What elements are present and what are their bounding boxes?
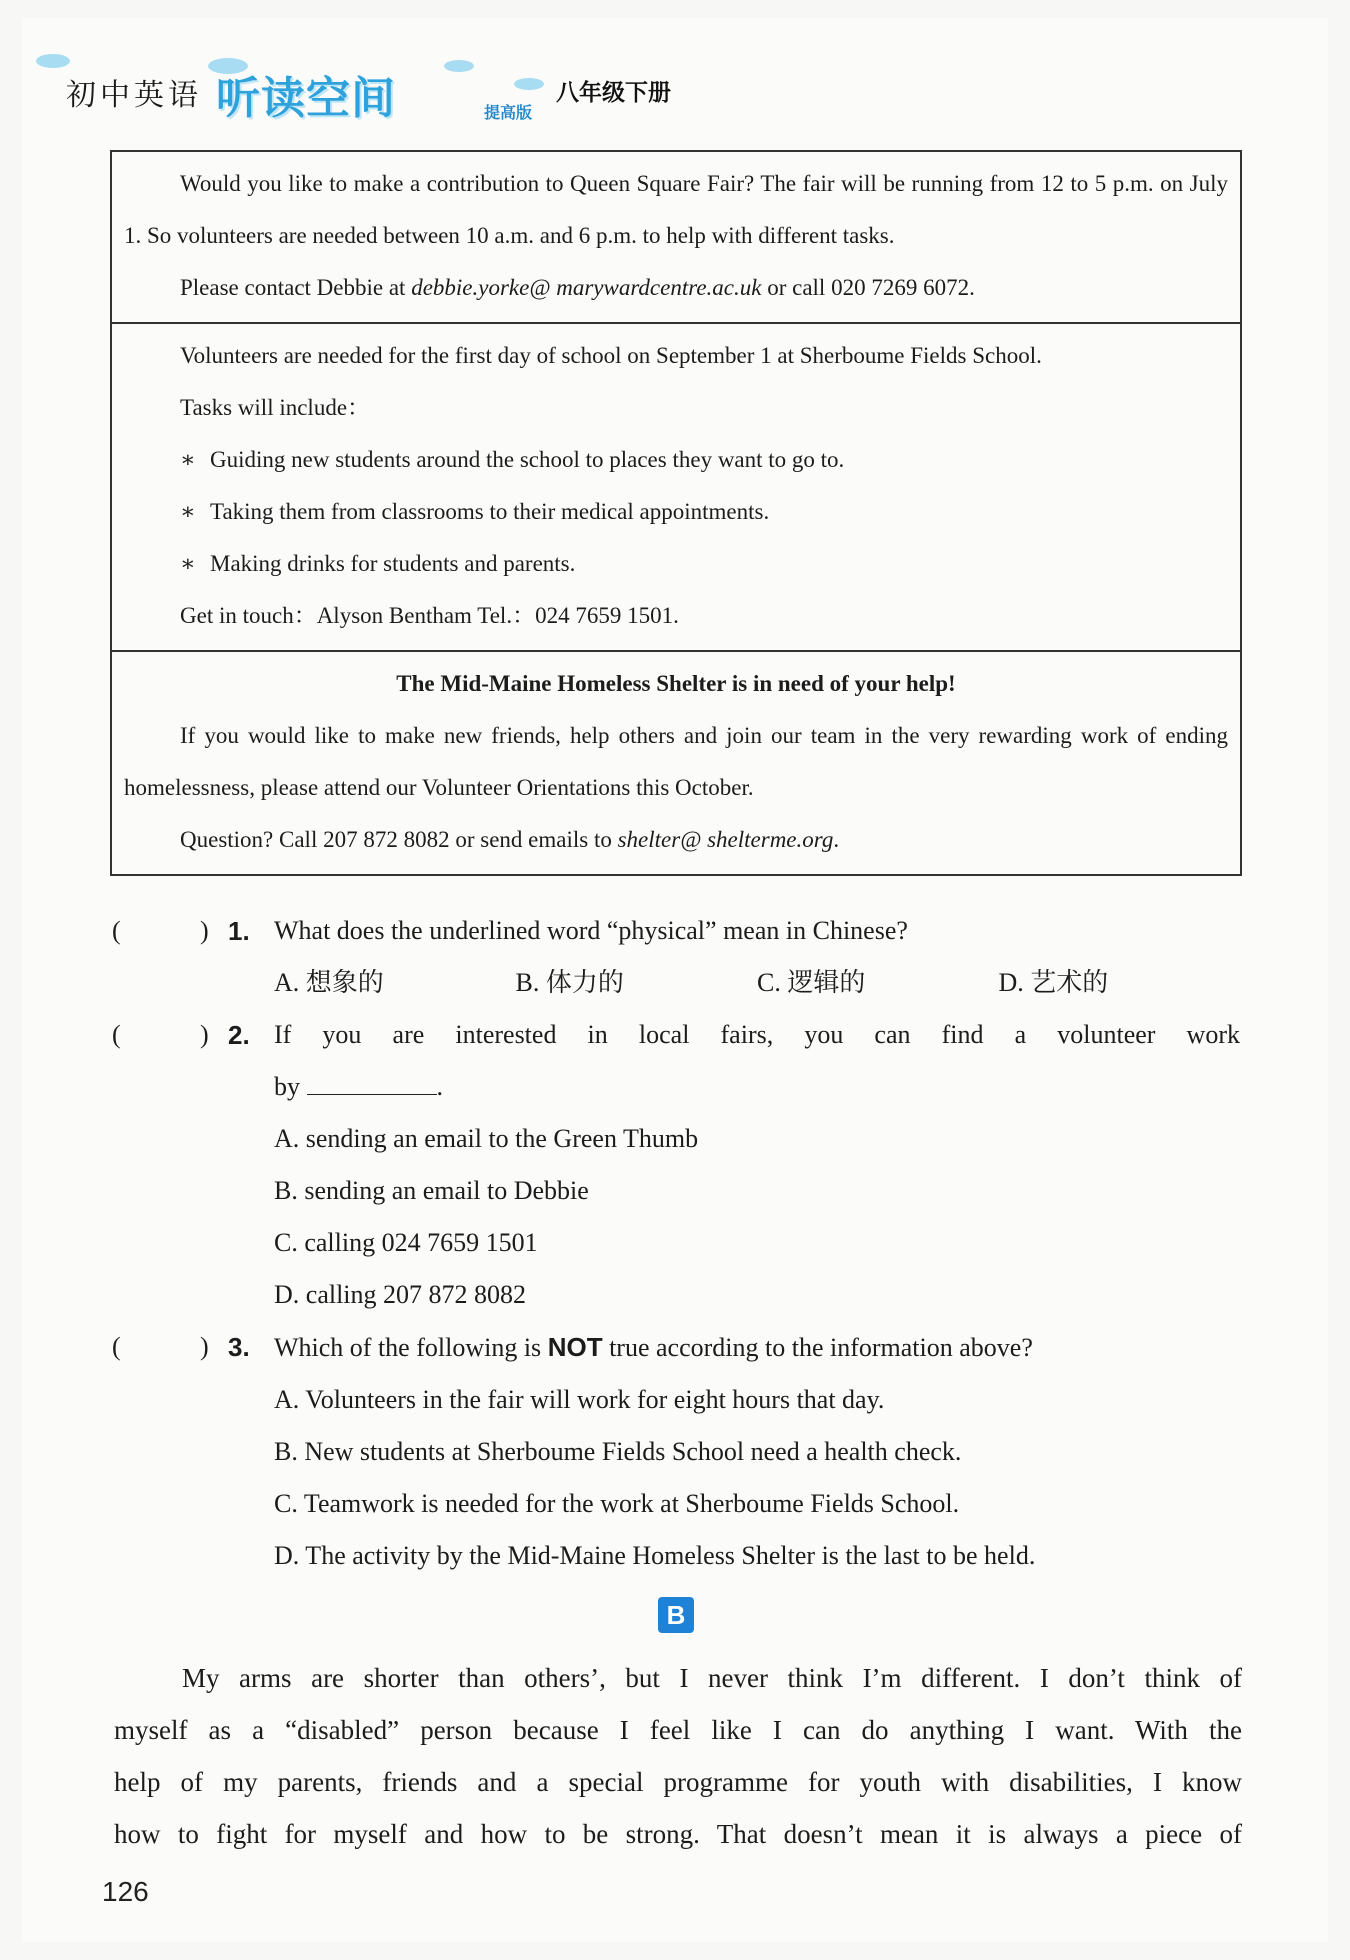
stem-text: Which of the following is — [274, 1333, 548, 1362]
answer-paren-close: ) — [200, 916, 209, 945]
cloud-decoration — [36, 54, 70, 68]
stem-text: by — [274, 1072, 307, 1101]
cloud-decoration — [444, 60, 474, 72]
passage-line: My arms are shorter than others’, but I never think I’m different. I don’t think of — [182, 1663, 1242, 1693]
questions — [110, 905, 1240, 1582]
task-item — [124, 538, 1228, 590]
notice-text: Would you like to make a contribution to Queen Square Fair? The fair will be running from 12 to 5 p.m. on July 1. So volunteers are needed between 10 a.m. and 6 p.m. to help with different tasks. — [124, 171, 1228, 248]
notice-text: If you would like to make new friends, help others and join our team in the very rewarding work of ending homelessness, please attend our Volunteer Orientations this October. — [124, 723, 1228, 800]
answer-blank[interactable] — [307, 1068, 437, 1095]
option-b[interactable]: B. sending an email to Debbie — [274, 1176, 589, 1205]
option-a[interactable]: A. sending an email to the Green Thumb — [274, 1124, 699, 1153]
tasks-intro: Tasks will include： — [180, 395, 371, 420]
option-b[interactable]: B. New students at Sherboume Fields School need a health check. — [274, 1437, 962, 1466]
option-d[interactable]: D. The activity by the Mid-Maine Homeless Shelter is the last to be held. — [274, 1541, 1036, 1570]
task-item — [124, 434, 1228, 486]
book-series-title: 初中英语 — [66, 78, 202, 113]
bullet-icon: ∗ — [180, 499, 196, 524]
notice-queen-square-fair — [112, 152, 1240, 324]
contact-prefix: Question? Call 207 872 8082 or send emails to — [180, 827, 618, 852]
contact-suffix: . — [833, 827, 840, 852]
email-link: shelter@ shelterme.org — [617, 827, 834, 852]
option-c[interactable]: C. calling 024 7659 1501 — [274, 1228, 538, 1257]
stem-emphasis: NOT — [547, 1332, 603, 1362]
answer-paren-open[interactable]: ( — [112, 1332, 121, 1361]
option-a[interactable]: A. Volunteers in the fair will work for eight hours that day. — [274, 1385, 885, 1414]
option-c[interactable]: C. 逻辑的 — [757, 968, 866, 997]
notice-school-volunteers — [112, 324, 1240, 652]
passage-line: how to fight for myself and how to be strong. That doesn’t mean it is always a piece of — [114, 1819, 1242, 1849]
answer-paren-close: ) — [200, 1332, 209, 1361]
task-item — [124, 486, 1228, 538]
header — [66, 62, 766, 122]
passage-line: help of my parents, friends and a special programme for youth with disabilities, I know — [114, 1767, 1242, 1797]
edition-label: 提高版 — [484, 103, 533, 122]
question-stem-continued — [110, 1061, 1240, 1113]
page-number: 126 — [102, 1876, 149, 1907]
bullet-icon: ∗ — [180, 551, 196, 576]
question-2 — [110, 1009, 1240, 1061]
cloud-decoration — [514, 78, 544, 90]
question-number: 2. — [228, 1020, 250, 1050]
answer-paren-close: ) — [200, 1020, 209, 1049]
question-number: 1. — [228, 916, 250, 946]
answer-paren-open[interactable]: ( — [112, 916, 121, 945]
contact-suffix: or call 020 7269 6072. — [761, 275, 975, 300]
passage-line: myself as a “disabled” person because I feel like I can do anything I want. With the — [114, 1715, 1242, 1745]
task-text: Taking them from classrooms to their medical appointments. — [210, 499, 770, 524]
notice-contact — [124, 814, 1228, 866]
notice-contact — [124, 262, 1228, 314]
task-text: Making drinks for students and parents. — [210, 551, 576, 576]
question-1-options — [110, 957, 1240, 1009]
option-c[interactable]: C. Teamwork is needed for the work at Sherboume Fields School. — [274, 1489, 960, 1518]
task-text: Guiding new students around the school to places they want to go to. — [210, 447, 845, 472]
option-a[interactable]: A. 想象的 — [274, 968, 384, 997]
question-1 — [110, 905, 1240, 957]
book-logo: 听读空间 — [216, 73, 396, 124]
notice-contact: Get in touch：Alyson Bentham Tel.：024 7659 1501. — [180, 603, 679, 628]
question-stem: What does the underlined word “physical” mean in Chinese? — [274, 916, 908, 945]
section-b-label: B — [658, 1597, 694, 1633]
grade-label: 八年级下册 — [556, 80, 671, 106]
notice-title: The Mid-Maine Homeless Shelter is in need of your help! — [396, 671, 956, 696]
notice-text: Volunteers are needed for the first day of school on September 1 at Sherboume Fields School. — [180, 343, 1042, 368]
stem-text: true according to the information above? — [602, 1333, 1033, 1362]
question-3 — [110, 1321, 1240, 1374]
stem-text: . — [436, 1072, 443, 1101]
option-d[interactable]: D. calling 207 872 8082 — [274, 1280, 527, 1309]
email-link: debbie.yorke@ marywardcentre.ac.uk — [411, 275, 762, 300]
question-number: 3. — [228, 1332, 250, 1362]
option-b[interactable]: B. 体力的 — [515, 968, 624, 997]
contact-prefix: Please contact Debbie at — [180, 275, 412, 300]
option-d[interactable]: D. 艺术的 — [998, 968, 1109, 997]
question-stem: If you are interested in local fairs, you can find a volunteer work — [274, 1020, 1240, 1049]
section-b-passage — [114, 1652, 1242, 1860]
answer-paren-open[interactable]: ( — [112, 1020, 121, 1049]
bullet-icon: ∗ — [180, 447, 196, 472]
notice-homeless-shelter — [112, 652, 1240, 874]
notices-table — [110, 150, 1242, 876]
question-stem — [274, 1333, 1033, 1362]
